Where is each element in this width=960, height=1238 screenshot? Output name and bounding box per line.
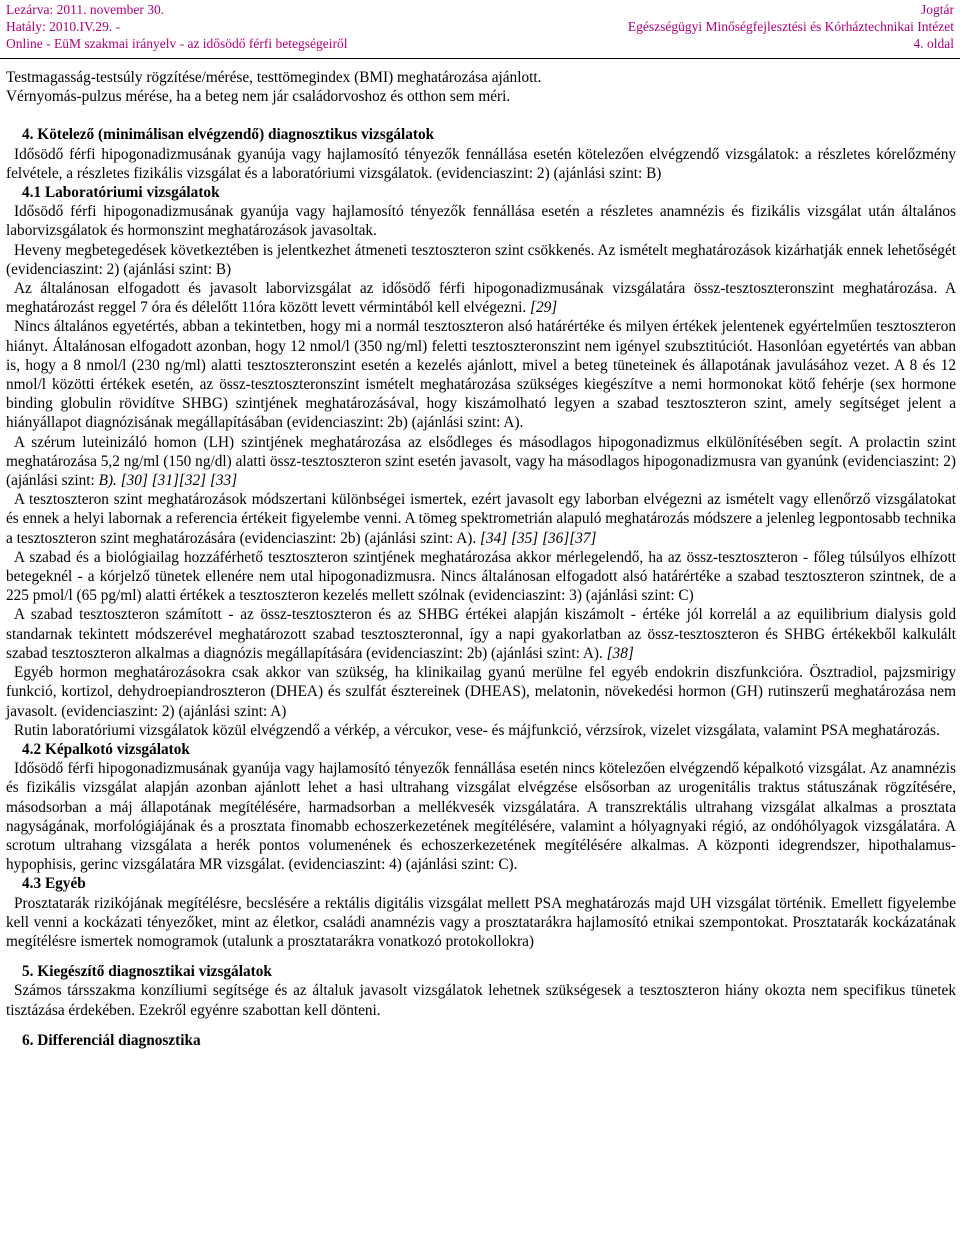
section-4-1-paragraph-1: Idősödő férfi hipogonadizmusának gyanúja vagy hajlamosító tényezők fennállása esetén a részletes anamnézis és fizikális vizsgálat után általános laborvizsgálatok és hormonszint meghatározások javasoltak. <box>6 203 956 240</box>
paragraph-text: Az általánosan elfogadott és javasolt laborvizsgálat az idősödő férfi hipogonadizmusának vizsgálatára össz-tesztoszteronszint meghatározása. A meghatározást reggel 7 óra és délelőtt 11óra között levett vérmintából kell elvégezni. <box>6 280 956 317</box>
header-left <box>6 1 348 52</box>
spacer <box>6 1020 956 1031</box>
intro-blood-pressure: Vérnyomás-pulzus mérése, ha a beteg nem jár családorvoshoz és otthon sem méri. <box>6 88 511 106</box>
paragraph-text: A tesztoszteron szint meghatározások módszertani különbségei ismertek, ezért javasolt egy laborban elvégezni az ismételt vagy ellenőrző vizsgálatokat és ennek a helyi labornak a referencia értékeit figyelembe venni. A tömeg spektrometrián alapuló meghatározás módszere a jelenleg legpontosabb technika a tesztoszteron szint meghatározására (evidenciaszint: 2b) (ajánlási szint: A). <box>6 491 956 547</box>
section-4-1-paragraph-4: Nincs általános egyetértés, abban a tekintetben, hogy mi a normál tesztoszteron alsó határértéke és milyen értékek jelentenek egyértelműen tesztoszteron hiányt. Általánosan elfogadott azonban, hogy 12 nmol/l (350 ng/ml) feletti tesztoszteronszint nem igényel szubsztitúciót. Hasonlóan egyetértés van abban is, hogy a 8 nmol/l (230 ng/ml) alatti tesztoszteronszint esetén a kezelés ajánlott, mivel a beteg tüneteinek és állapotának javulásához vezet. A 8 és 12 nmol/l közötti értékek esetén, az össz-tesztoszteronszint ismételt meghatározása szükséges kiegészítve a nemi hormonokat kötő fehérje (sex hormone binding globulin rövidítve SHBG) szintjének meghatározásával, hogy kiszámolható legyen a szabad tesztoszteron szint, amely segítséget jelent a hiányállapot diagnózisának megállapításában (evidenciaszint: 2b) (ajánlási szint: A). <box>6 318 956 432</box>
section-4-1-title: 4.1 Laboratóriumi vizsgálatok <box>22 184 220 202</box>
reference: [38] <box>602 644 634 662</box>
reference: [29] <box>526 299 558 317</box>
section-4-1-paragraph-2: Heveny megbetegedések következtében is jelentkezhet átmeneti tesztoszteron szint csökkenés. Az ismételt meghatározások kizárhatják ennek lehetőségét (evidenciaszint: 2) (ajánlási szint: B) <box>6 241 956 278</box>
header-institute: Egészségügyi Minőségfejlesztési és Kórháztechnikai Intézet <box>627 19 954 34</box>
header-right <box>628 1 954 52</box>
section-4-paragraph: Idősödő férfi hipogonadizmusának gyanúja vagy hajlamosító tényezők fennállása esetén kötelezően elvégzendő vizsgálatok: a részletes kórelőzmény felvétele, a részletes fizikális vizsgálat és a laboratóriumi vizsgálatok. (evidenciaszint: 2) (ajánlási szint: B) <box>6 145 956 182</box>
section-5-title: 5. Kiegészítő diagnosztikai vizsgálatok <box>22 963 272 981</box>
section-4-3-paragraph: Prosztatarák rizikójának megítélésre, becslésére a rektális digitális vizsgálat mellett PSA meghatározás majd UH vizsgálat történik. Emellett figyelembe kell venni a kockázati tényezőket, mint az életkor, családi anamnézis vagy a prosztatarákra hajlamosító etnikai szempontokat. Prosztatarák kockázatának megítélésre ismertek nomogramok (utalunk a prosztatarákra vonatkozó protokollokra) <box>6 894 956 950</box>
section-4-1-paragraph-10: Rutin laboratóriumi vizsgálatok közül elvégzendő a vérkép, a vércukor, vese- és májfunkció, vérzsírok, vizelet vizsgálata, valamint PSA meghatározás. <box>14 721 940 739</box>
spacer <box>6 106 956 125</box>
paragraph-text: A szérum luteinizáló homon (LH) szintjének meghatározása az elsődleges és másodlagos hipogonadizmus elkülönítésében segít. A prolactin szint meghatározása 5,2 ng/ml (150 ng/dl) alatti össz-tesztoszteron szint esetén javasolt, vagy ha másodlagos hipogonadizmusra van gyanúnk (evidenciaszint: 2) (ajánlási szint: <box>6 433 956 490</box>
section-4-2-title: 4.2 Képalkotó vizsgálatok <box>22 740 190 758</box>
reference: [34] [35] [36][37] <box>476 529 597 547</box>
spacer <box>6 951 956 962</box>
header-publisher: Jogtár <box>921 2 954 17</box>
section-4-3-title: 4.3 Egyéb <box>22 875 86 893</box>
section-4-2-paragraph: Idősödő férfi hipogonadizmusának gyanúja vagy hajlamosító tényezők fennállása esetén nincs kötelezően elvégzendő képalkotó vizsgálat. Az anamnézis és fizikális vizsgálat alapján azonban ajánlott lehet a hasi ultrahang vizsgálat elvégzése elsősorban az urogenitális traktus státuszának rögzítésére, másodsorban a máj állapotának megítélésére, harmadsorban a mellékvesék vizsgálatára. A transzrektális ultrahang vizsgálat alkalmas a prosztata nagyságának, morfológiájának és a prosztata finomabb echoszerkezetének megítélésére, valamint a hólyagnyaki régió, az ondóhólyagok vizsgálatára. A scrotum ultrahang vizsgálata a herék pontos volumenének és echoszerkezetének megítélésére alkalmas. A központi idegrendszer, hipothalamus-hypophisis, gerinc vizsgálatára MR vizsgálat. (evidenciaszint: 4) (ajánlási szint: C). <box>6 760 956 874</box>
page-header <box>0 0 960 60</box>
reference: B). [30] [31][32] [33] <box>94 472 238 490</box>
header-document-title: Online - EüM szakmai irányelv - az idősödő férfi betegségeiről <box>6 36 348 51</box>
header-divider <box>0 58 960 59</box>
document-body <box>6 68 956 1050</box>
intro-bmi: Testmagasság-testsúly rögzítése/mérése, testtömegindex (BMI) meghatározása ajánlott. <box>6 69 542 86</box>
section-4-1-paragraph-3 <box>6 279 956 317</box>
section-4-1-paragraph-7: A szabad és a biológiailag hozzáférhető tesztoszteron szintjének meghatározása akkor mérlegelendő, ha az össz-tesztoszteron - főleg túlsúlyos elhízott betegeknél - a kórjelző tünetek ellenére nem utal hipogonadizmusra. Nincs általánosan elfogadott alsó határértéke a szabad tesztoszteron szintnek, de a 225 pmol/l (65 pg/ml) alatti értékek a tesztoszteron kezelés mellett szólnak (evidenciaszint: 3) (ajánlási szint: C) <box>6 548 956 605</box>
header-effective-date: Hatály: 2010.IV.29. - <box>6 19 121 34</box>
header-closed-date: Lezárva: 2011. november 30. <box>6 2 165 17</box>
section-4-title: 4. Kötelező (minimálisan elvégzendő) diagnosztikus vizsgálatok <box>22 126 435 144</box>
section-4-1-paragraph-9: Egyéb hormon meghatározásokra csak akkor van szükség, ha klinikailag gyanú merülne fel egyéb endokrin diszfunkcióra. Ösztradiol, pajzsmirigy funkció, kortizol, dehydroepiandroszteron (DHEA) és szulfát észtereinek (DHEAS), melatonin, növekedési hormon (GH) rutinszerű meghatározása nem javasolt. (evidenciaszint: 2) (ajánlási szint: A) <box>6 664 956 720</box>
section-5-paragraph: Számos társszakma konzíliumi segítsége és az általuk javasolt vizsgálatok lehetnek szükségesek a tesztoszteron hiány okozta nem specifikus tünetek tisztázása érdekében. Ezekről egyénre szabottan kell dönteni. <box>6 982 956 1019</box>
section-4-1-paragraph-5 <box>6 433 956 491</box>
header-page-number: 4. oldal <box>913 36 954 51</box>
paragraph-text: A szabad tesztoszteron számított - az össz-tesztoszteron és az SHBG értékei alapján kiszámolt - értéke jól korrelál a az equilibrium dialysis gold standarnak tekintett módszerével meghatározott szabad tesztoszteronnal, így a napi gyakorlatban az össz-tesztoszteron és SHBG értékekből kalkulált szabad tesztoszteron alkalmas a diagnózis megállapítására (evidenciaszint: 2b) (ajánlási szint: A). <box>6 606 956 662</box>
section-4-1-paragraph-8 <box>6 605 956 663</box>
section-6-title: 6. Differenciál diagnosztika <box>22 1031 201 1049</box>
section-4-1-paragraph-6 <box>6 490 956 548</box>
